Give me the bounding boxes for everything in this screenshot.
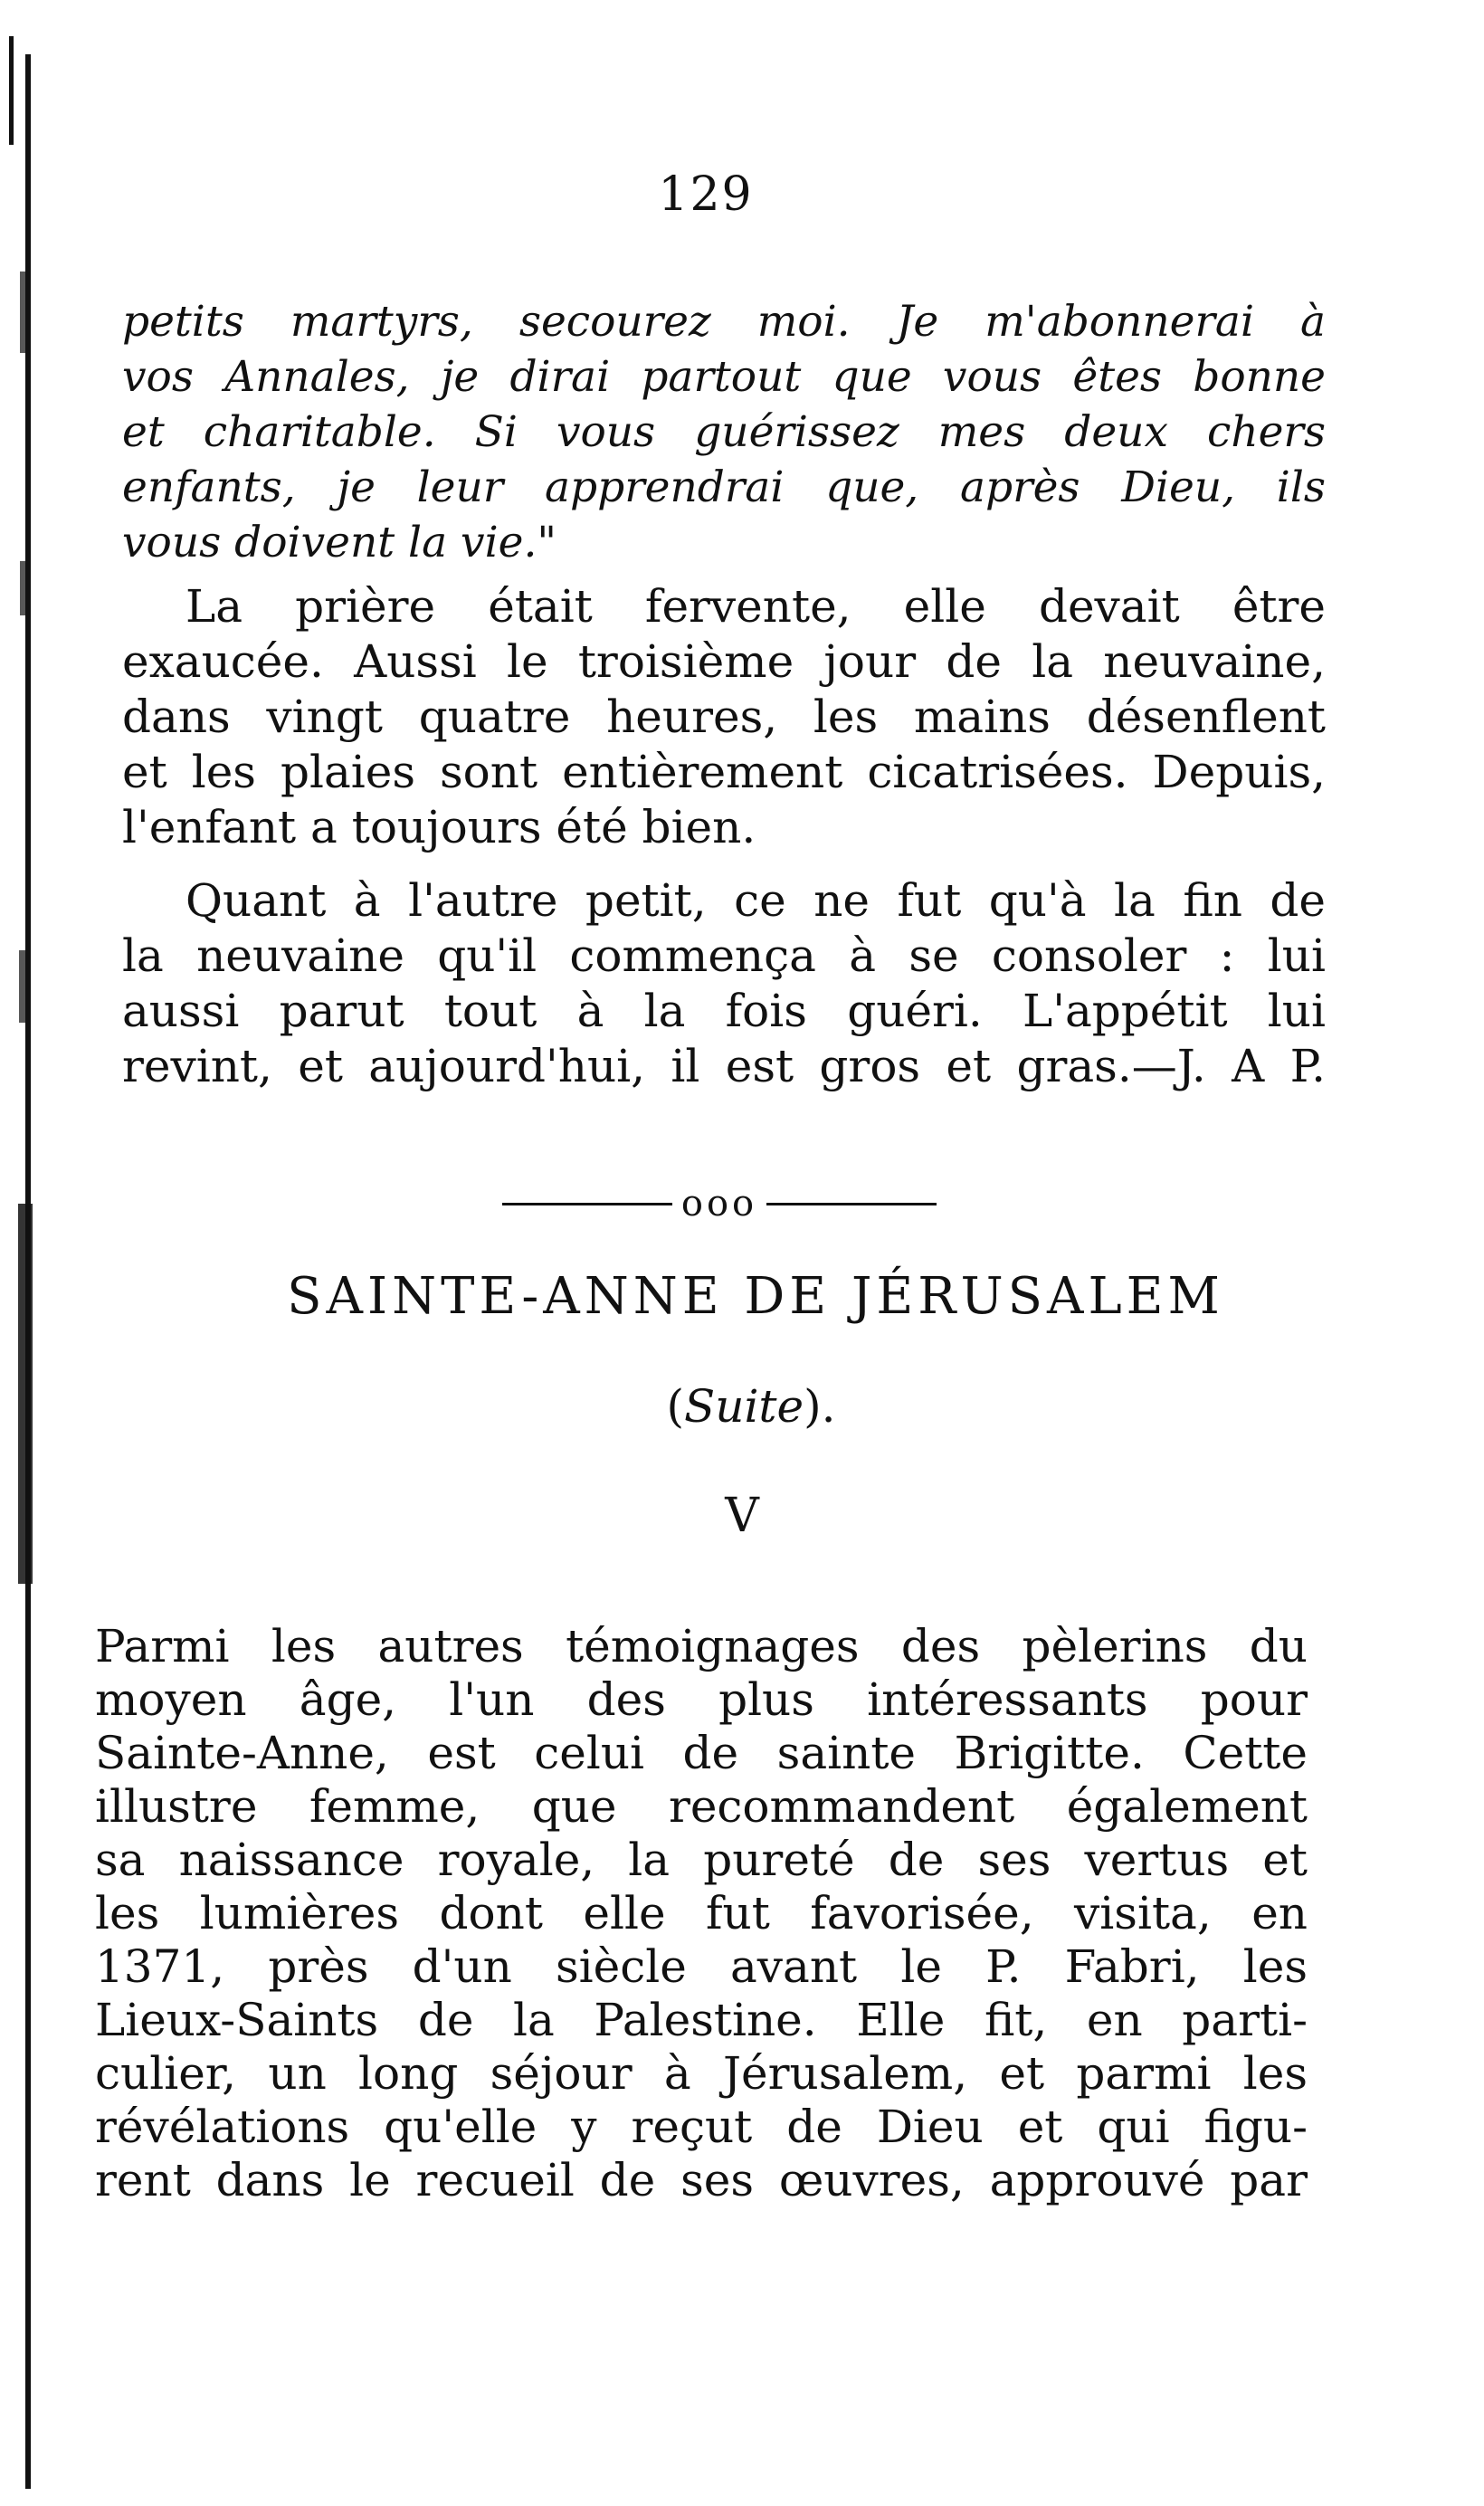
subtitle-paren-close: ). — [804, 1380, 836, 1433]
text-line: enfants, je leur apprendrai que, après Dieu, ils — [122, 462, 1326, 512]
text-line: révélations qu'elle y reçut de Dieu et qui figu- — [95, 2101, 1308, 2153]
text-line: exaucée. Aussi le troisième jour de la neuvaine, — [122, 635, 1326, 688]
separator-rule — [502, 1203, 672, 1205]
text-line: Lieux-Saints de la Palestine. Elle fit, en parti- — [95, 1994, 1308, 2046]
text-line: sa naissance royale, la pureté de ses vertus et — [95, 1834, 1308, 1886]
text-line: rent dans le recueil de ses œuvres, approuvé par — [95, 2154, 1308, 2206]
chapter-numeral: V — [725, 1489, 759, 1543]
text-line: culier, un long séjour à Jérusalem, et parmi les — [95, 2047, 1308, 2100]
separator-ornament: ooo — [680, 1183, 758, 1224]
binding-edge — [0, 0, 52, 2506]
text-line: dans vingt quatre heures, les mains désenflent — [122, 691, 1326, 743]
section-title: SAINTE-ANNE DE JÉRUSALEM — [287, 1267, 1224, 1326]
page-number: 129 — [658, 167, 754, 222]
section-separator — [502, 1177, 937, 1231]
text-line: moyen âge, l'un des plus intéressants pour — [95, 1673, 1308, 1726]
text-line: les lumières dont elle fut favorisée, visita, en — [95, 1887, 1308, 1939]
text-line: revint, et aujourd'hui, il est gros et gras.—J. A P. — [122, 1040, 1326, 1092]
text-line: 1371, près d'un siècle avant le P. Fabri, les — [95, 1940, 1308, 1993]
text-line: Quant à l'autre petit, ce ne fut qu'à la fin de — [186, 874, 1326, 927]
text-line: vous doivent la vie." — [122, 518, 557, 567]
text-line: petits martyrs, secourez moi. Je m'abonnerai à — [122, 297, 1326, 347]
paragraph — [122, 873, 1326, 1094]
paragraph — [122, 579, 1326, 855]
text-line: et charitable. Si vous guérissez mes deux chers — [122, 407, 1326, 457]
body-paragraph — [95, 1620, 1308, 2207]
text-line: et les plaies sont entièrement cicatrisées. Depuis, — [122, 746, 1326, 798]
text-line: l'enfant a toujours été bien. — [122, 801, 756, 853]
subtitle-word: Suite — [683, 1380, 804, 1433]
subtitle-paren-open: ( — [666, 1380, 684, 1433]
continued-quote — [122, 294, 1326, 570]
text-line: vos Annales, je dirai partout que vous êtes bonne — [122, 352, 1326, 402]
text-line: Parmi les autres témoignages des pèlerins du — [95, 1620, 1308, 1672]
text-line: la neuvaine qu'il commença à se consoler : lui — [122, 929, 1326, 982]
separator-rule — [766, 1203, 937, 1205]
section-subtitle — [0, 1380, 1484, 1433]
text-line: illustre femme, que recommandent également — [95, 1780, 1308, 1833]
text-line: aussi parut tout à la fois guéri. L'appétit lui — [122, 985, 1326, 1037]
text-line: Sainte-Anne, est celui de sainte Brigitte. Cette — [95, 1727, 1308, 1779]
text-line: La prière était fervente, elle devait être — [186, 580, 1326, 633]
